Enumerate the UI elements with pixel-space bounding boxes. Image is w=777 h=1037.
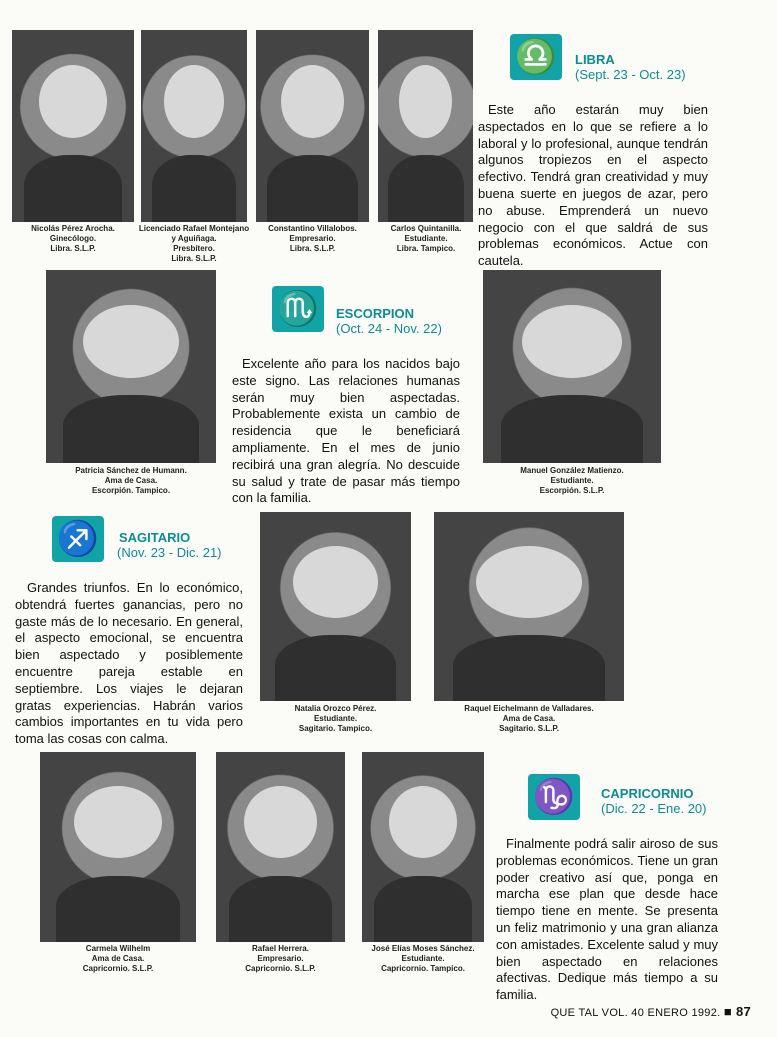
caption-c5: Patricia Sánchez de Humann. Ama de Casa. Escorpión. Tampico. [75, 466, 187, 495]
photo-manuel [483, 270, 661, 463]
caption-c1: Nicolás Pérez Arocha. Ginecólogo. Libra. S.L.P. [31, 224, 115, 253]
capricornio-name: CAPRICORNIO [601, 786, 694, 801]
libra-name: LIBRA [575, 52, 615, 67]
caption-c10: Rafael Herrera. Empresario. Capricornio. S.L.P. [245, 944, 316, 973]
escorpion-sign-icon: ♏ [272, 286, 324, 332]
caption-c3: Constantino Villalobos. Empresario. Libra. S.L.P. [268, 224, 357, 253]
photo-carlos [378, 30, 473, 222]
escorpion-name: ESCORPION [336, 306, 415, 321]
libra-text: Este año estarán muy bien aspectados en lo que se refiere a lo laboral y lo profesional, aunque tendrán algunos tropiezos en el aspecto efectivo. Tendrá gran creatividad y muy buena suerte en juegos de azar, pero no abuse. Emprenderá un nuevo negocio con el que saldrá de sus problemas económicos. Actue con cautela. [478, 102, 708, 269]
sagitario-sign-icon: ♐ [52, 516, 104, 562]
capricornio-text: Finalmente podrá salir airoso de sus problemas económicos. Tiene un gran poder creativo así que, ponga en marcha ese plan que desde hace tiempo tiene en mente. Se presenta un feliz matrimonio y una gran alianza con amistades. Excelente salud y muy bien aspectado en relaciones afectivas. Dedique más tiempo a su familia. [496, 836, 718, 1003]
photo-patricia [46, 270, 216, 463]
sagitario-text: Grandes triunfos. En lo económico, obtendrá fuertes ganancias, pero no gaste más de lo necesario. En general, el aspecto emocional, se encuentra bien aspectado y posiblemente encuentre pareja estable en septiembre. Los viajes le dejaran gratas experiencias. Habrán varios cambios importantes en tu vida pero toma las cosas con calma. [15, 580, 243, 747]
caption-c7: Natalia Orozco Pérez. Estudiante. Sagitario. Tampico. [294, 704, 377, 733]
page-number: ■ 87 [723, 1004, 751, 1019]
libra-sign-icon: ♎ [510, 34, 562, 80]
photo-jose-elias [362, 752, 484, 942]
sagitario-dates: (Nov. 23 - Dic. 21) [117, 545, 222, 560]
sagitario-name: SAGITARIO [119, 530, 191, 545]
photo-natalia [260, 512, 411, 701]
caption-c11: José Elías Moses Sánchez. Estudiante. Capricornio. Tampico. [371, 944, 475, 973]
caption-c6: Manuel González Matienzo. Estudiante. Escorpión. S.L.P. [520, 466, 624, 495]
caption-c9: Carmela Wilhelm Ama de Casa. Capricornio. S.L.P. [82, 944, 154, 973]
photo-nicolas [12, 30, 134, 222]
footer-text: QUE TAL VOL. 40 ENERO 1992. [550, 1007, 721, 1019]
capricornio-dates: (Dic. 22 - Ene. 20) [601, 801, 707, 816]
photo-rafael-montejano [141, 30, 247, 222]
caption-c2: Licenciado Rafael Montejano y Aguiñaga. Presbítero. Libra. S.L.P. [138, 224, 250, 263]
photo-rafael-herrera [216, 752, 345, 942]
footer [551, 1004, 751, 1019]
photo-raquel [434, 512, 624, 701]
photo-carmela [40, 752, 196, 942]
capricornio-sign-icon: ♑ [528, 774, 580, 820]
caption-c4: Carlos Quintanilla. Estudiante. Libra. Tampico. [390, 224, 462, 253]
photo-constantino [256, 30, 369, 222]
caption-c8: Raquel Eichelmann de Valladares. Ama de Casa. Sagitario. S.L.P. [464, 704, 594, 733]
escorpion-dates: (Oct. 24 - Nov. 22) [336, 321, 442, 336]
escorpion-text: Excelente año para los nacidos bajo este signo. Las relaciones humanas serán muy bien aspectadas. Probablemente exista un cambio de residencia que le beneficiará ampliamente. En el mes de junio recibirá una gran alegría. No descuide su salud y trate de pasar más tiempo con la familia. [232, 356, 460, 506]
libra-dates: (Sept. 23 - Oct. 23) [575, 67, 686, 82]
